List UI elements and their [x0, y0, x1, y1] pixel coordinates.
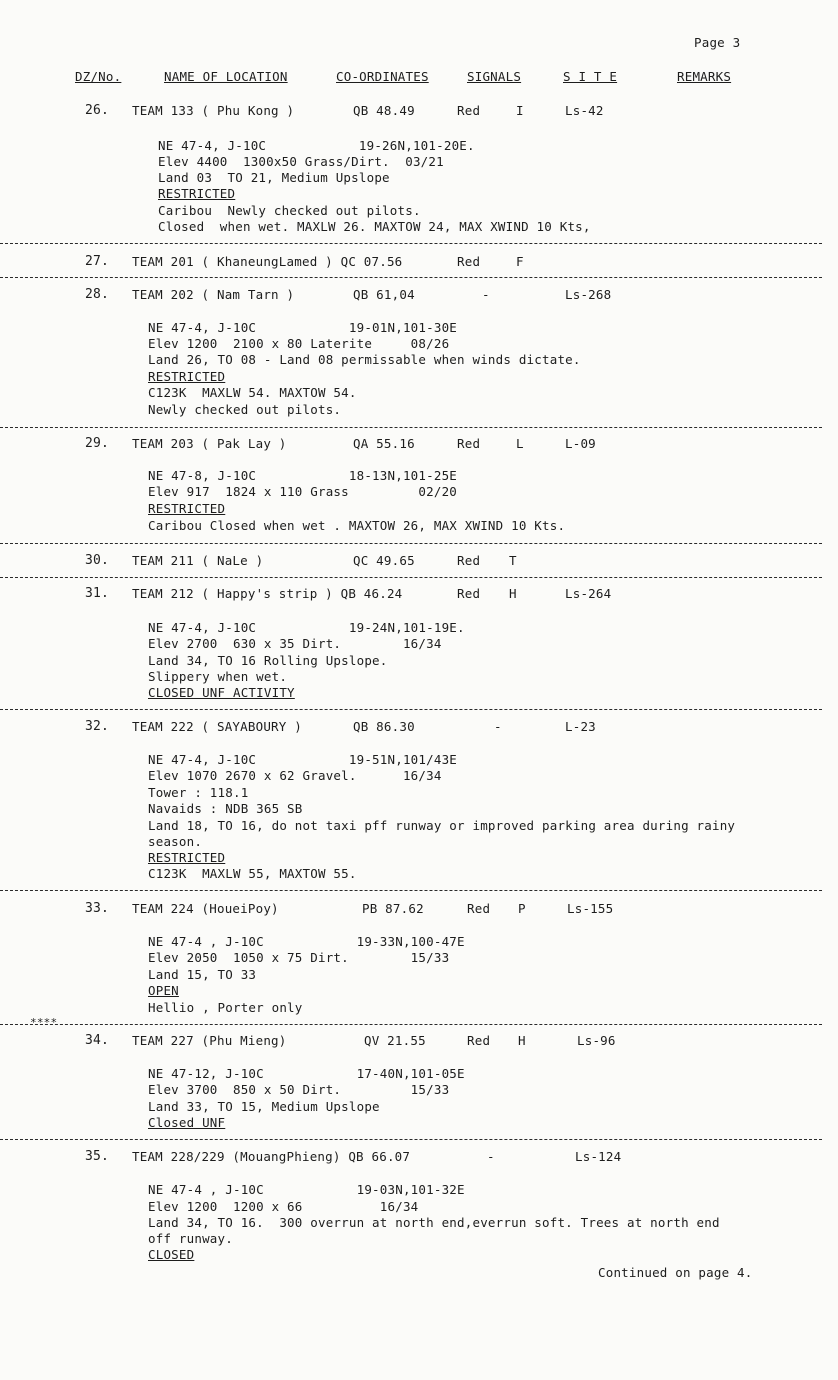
entry-number: 31. [85, 586, 110, 601]
detail-line: Elev 2050 1050 x 75 Dirt. 15/33 [148, 950, 450, 965]
detail-line: season. [148, 834, 203, 849]
detail-line: Elev 1200 2100 x 80 Laterite 08/26 [148, 336, 450, 351]
header-remarks: REMARKS [677, 69, 732, 84]
entry-number: 28. [85, 287, 110, 302]
divider [0, 577, 822, 578]
detail-line: NE 47-4 , J-10C 19-03N,101-32E [148, 1182, 465, 1197]
detail-line: NE 47-4, J-10C 19-51N,101/43E [148, 752, 458, 767]
detail-line-restricted: RESTRICTED [148, 850, 226, 865]
divider [0, 1024, 822, 1025]
entry-name: TEAM 133 ( Phu Kong ) [132, 103, 295, 118]
entry-signal-letter: H [518, 1033, 526, 1048]
detail-line: NE 47-12, J-10C 17-40N,101-05E [148, 1066, 465, 1081]
detail-line: Elev 1070 2670 x 62 Gravel. 16/34 [148, 768, 442, 783]
detail-line: Newly checked out pilots. [148, 402, 342, 417]
divider [0, 1139, 822, 1140]
entry-name: TEAM 202 ( Nam Tarn ) [132, 287, 295, 302]
detail-line: C123K MAXLW 55, MAXTOW 55. [148, 866, 357, 881]
entry-signal-letter: L [516, 436, 524, 451]
detail-line: Caribou Closed when wet . MAXTOW 26, MAX XWIND 10 Kts. [148, 518, 566, 533]
header-coordinates: CO-ORDINATES [336, 69, 429, 84]
detail-line-restricted: RESTRICTED [158, 186, 236, 201]
entry-signal-color: Red [457, 254, 481, 269]
detail-line: off runway. [148, 1231, 233, 1246]
detail-line-restricted: RESTRICTED [148, 369, 226, 384]
detail-line: Navaids : NDB 365 SB [148, 801, 303, 816]
detail-line: NE 47-8, J-10C 18-13N,101-25E [148, 468, 458, 483]
entry-signal-color: - [487, 1149, 495, 1164]
detail-line-closed: CLOSED [148, 1247, 195, 1262]
entry-signal-color: Red [457, 586, 481, 601]
detail-line: Land 34, TO 16 Rolling Upslope. [148, 653, 388, 668]
detail-line: NE 47-4, J-10C 19-24N,101-19E. [148, 620, 465, 635]
detail-line: NE 47-4, J-10C 19-01N,101-30E [148, 320, 458, 335]
detail-line-closed: Closed UNF [148, 1115, 226, 1130]
divider [0, 543, 822, 544]
entry-signal-letter: F [516, 254, 524, 269]
detail-line: Elev 917 1824 x 110 Grass 02/20 [148, 484, 458, 499]
entry-number: 30. [85, 553, 110, 568]
entry-number: 34. [85, 1033, 110, 1048]
entry-signal-color: - [482, 287, 490, 302]
entry-signal-letter: I [516, 103, 524, 118]
entry-site: Ls-96 [577, 1033, 616, 1048]
detail-line-restricted: RESTRICTED [148, 501, 226, 516]
detail-line: C123K MAXLW 54. MAXTOW 54. [148, 385, 357, 400]
entry-number: 27. [85, 254, 110, 269]
header-signals: SIGNALS [467, 69, 522, 84]
detail-line: Elev 3700 850 x 50 Dirt. 15/33 [148, 1082, 450, 1097]
entry-signal-color: Red [467, 901, 491, 916]
detail-line: Land 26, TO 08 - Land 08 permissable when winds dictate. [148, 352, 581, 367]
header-dz: DZ/No. [75, 69, 122, 84]
entry-site: Ls-268 [565, 287, 612, 302]
entry-name: TEAM 212 ( Happy's strip ) QB 46.24 [132, 586, 403, 601]
entry-coordinate: PB 87.62 [362, 901, 424, 916]
detail-line: Tower : 118.1 [148, 785, 249, 800]
detail-line: NE 47-4 , J-10C 19-33N,100-47E [148, 934, 465, 949]
detail-line: Hellio , Porter only [148, 1000, 303, 1015]
entry-signal-color: Red [467, 1033, 491, 1048]
detail-line: Elev 4400 1300x50 Grass/Dirt. 03/21 [158, 154, 444, 169]
entry-site: Ls-155 [567, 901, 614, 916]
entry-signal-color: - [494, 719, 502, 734]
detail-line: Land 34, TO 16. 300 overrun at north end,everrun soft. Trees at north end [148, 1215, 720, 1230]
entry-site: L-23 [565, 719, 596, 734]
detail-line: Elev 1200 1200 x 66 16/34 [148, 1199, 419, 1214]
entry-number: 35. [85, 1149, 110, 1164]
entry-site: Ls-124 [575, 1149, 622, 1164]
divider [0, 709, 822, 710]
entry-signal-color: Red [457, 553, 481, 568]
entry-site: Ls-42 [565, 103, 604, 118]
entry-number: 26. [85, 103, 110, 118]
entry-coordinate: QC 49.65 [353, 553, 415, 568]
entry-coordinate: QV 21.55 [364, 1033, 426, 1048]
entry-site: L-09 [565, 436, 596, 451]
entry-number: 29. [85, 436, 110, 451]
entry-name: TEAM 203 ( Pak Lay ) [132, 436, 287, 451]
entry-signal-letter: H [509, 586, 517, 601]
entry-name: TEAM 211 ( NaLe ) [132, 553, 264, 568]
entry-site: Ls-264 [565, 586, 612, 601]
detail-line: Elev 2700 630 x 35 Dirt. 16/34 [148, 636, 442, 651]
header-site: S I T E [563, 69, 618, 84]
entry-name: TEAM 228/229 (MouangPhieng) QB 66.07 [132, 1149, 411, 1164]
entry-coordinate: QB 61,04 [353, 287, 415, 302]
margin-stars: **** [30, 1016, 58, 1029]
entry-signal-letter: P [518, 901, 526, 916]
entry-coordinate: QB 86.30 [353, 719, 415, 734]
detail-line: Closed when wet. MAXLW 26. MAXTOW 24, MAX XWIND 10 Kts, [158, 219, 591, 234]
continued-note: Continued on page 4. [598, 1265, 753, 1280]
entry-name: TEAM 224 (HoueiPoy) [132, 901, 279, 916]
detail-line: NE 47-4, J-10C 19-26N,101-20E. [158, 138, 475, 153]
entry-name: TEAM 201 ( KhaneungLamed ) QC 07.56 [132, 254, 403, 269]
divider [0, 890, 822, 891]
detail-line-closed: CLOSED UNF ACTIVITY [148, 685, 295, 700]
entry-number: 32. [85, 719, 110, 734]
detail-line: Slippery when wet. [148, 669, 288, 684]
divider [0, 243, 822, 244]
detail-line: Land 03 TO 21, Medium Upslope [158, 170, 390, 185]
page-number: Page 3 [694, 35, 741, 50]
entry-signal-letter: T [509, 553, 517, 568]
entry-number: 33. [85, 901, 110, 916]
detail-line: Land 33, TO 15, Medium Upslope [148, 1099, 380, 1114]
divider [0, 277, 822, 278]
detail-line: Land 18, TO 16, do not taxi pff runway or improved parking area during rainy [148, 818, 736, 833]
entry-signal-color: Red [457, 436, 481, 451]
entry-signal-color: Red [457, 103, 481, 118]
divider [0, 427, 822, 428]
entry-coordinate: QA 55.16 [353, 436, 415, 451]
detail-line-open: OPEN [148, 983, 179, 998]
detail-line: Caribou Newly checked out pilots. [158, 203, 421, 218]
header-name: NAME OF LOCATION [164, 69, 288, 84]
entry-name: TEAM 227 (Phu Mieng) [132, 1033, 287, 1048]
entry-name: TEAM 222 ( SAYABOURY ) [132, 719, 302, 734]
entry-coordinate: QB 48.49 [353, 103, 415, 118]
detail-line: Land 15, TO 33 [148, 967, 257, 982]
